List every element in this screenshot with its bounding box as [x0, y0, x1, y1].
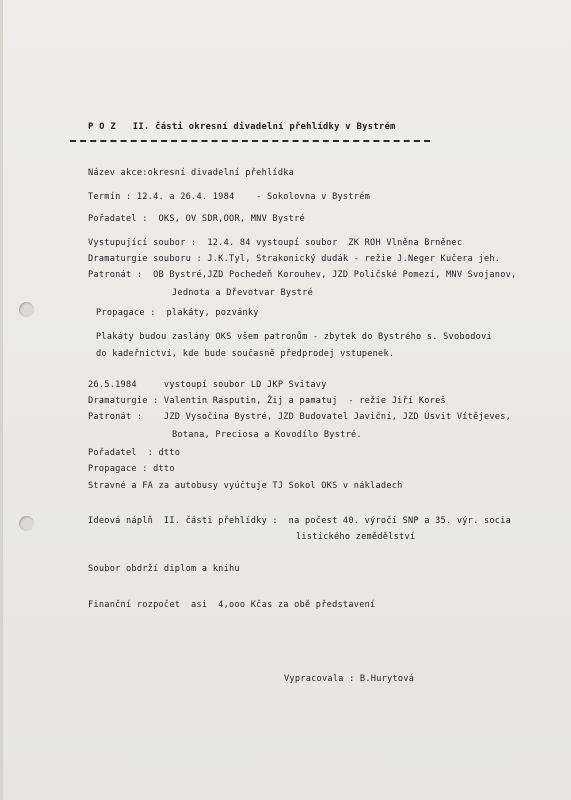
patronage-line: Patronát : OB Bystré,JZD Pochedeň Korouhev, JZD Poličské Pomezí, MNV Svojanov,	[88, 270, 517, 280]
document-title: P O Z II. části okresní divadelní přehlídky v Bystrém	[88, 122, 396, 132]
promotion-line: Propagace : plakáty, pozvánky	[96, 308, 259, 318]
second-organizer-line: Pořadatel : dtto	[88, 448, 181, 458]
second-patronage-line-continued: Botana, Preciosa a Kovodílo Bystré.	[172, 430, 362, 440]
posters-note-line: Plakáty budou zaslány OKS všem patronům - zbytek do Bystrého s. Svobodovi	[96, 332, 492, 342]
page-edge-shadow	[0, 0, 3, 800]
second-performance-line: 26.5.1984 vystoupí soubor LD JKP Svitavy	[88, 380, 327, 390]
budget-line: Finanční rozpočet asi 4,ooo Kčas za obě představení	[88, 600, 376, 610]
organizer-line: Pořadatel : OKS, OV SDR,OOR, MNV Bystré	[88, 214, 305, 224]
second-promotion-line: Propagace : dtto	[88, 464, 175, 474]
title-underline-dashes	[70, 140, 430, 142]
expenses-line: Stravné a FA za autobusy vyúčtuje TJ Sokol OKS v nákladech	[88, 481, 403, 491]
punch-hole-bottom	[19, 516, 34, 531]
prepared-by-line: Vypracovala : B.Hurytová	[284, 674, 415, 684]
posters-note-line-continued: do kadeřnictví, kde bude současně předprodej vstupenek.	[96, 349, 395, 359]
idea-content-line-continued: listického zemědělství	[296, 532, 416, 542]
second-dramaturgy-line: Dramaturgie : Valentin Rasputin, Žij a pamatuj - režie Jiří Koreš	[88, 396, 446, 406]
idea-content-line: Ideová náplň II. části přehlídky : na počest 40. výročí SNP a 35. výr. socia	[88, 516, 512, 526]
patronage-line-continued: Jednota a Dřevotvar Bystré	[172, 288, 314, 298]
event-name-line: Název akce:okresní divadelní přehlídka	[88, 168, 295, 178]
second-patronage-line: Patronát : JZD Vysočina Bystré, JZD Budovatel Javiční, JZD Úsvit Vítějeves,	[88, 412, 512, 422]
date-line: Termín : 12.4. a 26.4. 1984 - Sokolovna v Bystrém	[88, 192, 371, 202]
award-line: Soubor obdrží diplom a knihu	[88, 564, 240, 574]
performer-line: Vystupující soubor : 12.4. 84 vystoupí soubor ZK ROH Vlněna Brněnec	[88, 238, 463, 248]
dramaturgy-line: Dramaturgie souboru : J.K.Tyl, Strakonický dudák - režie J.Neger Kučera jeh.	[88, 254, 501, 264]
punch-hole-top	[19, 302, 34, 317]
